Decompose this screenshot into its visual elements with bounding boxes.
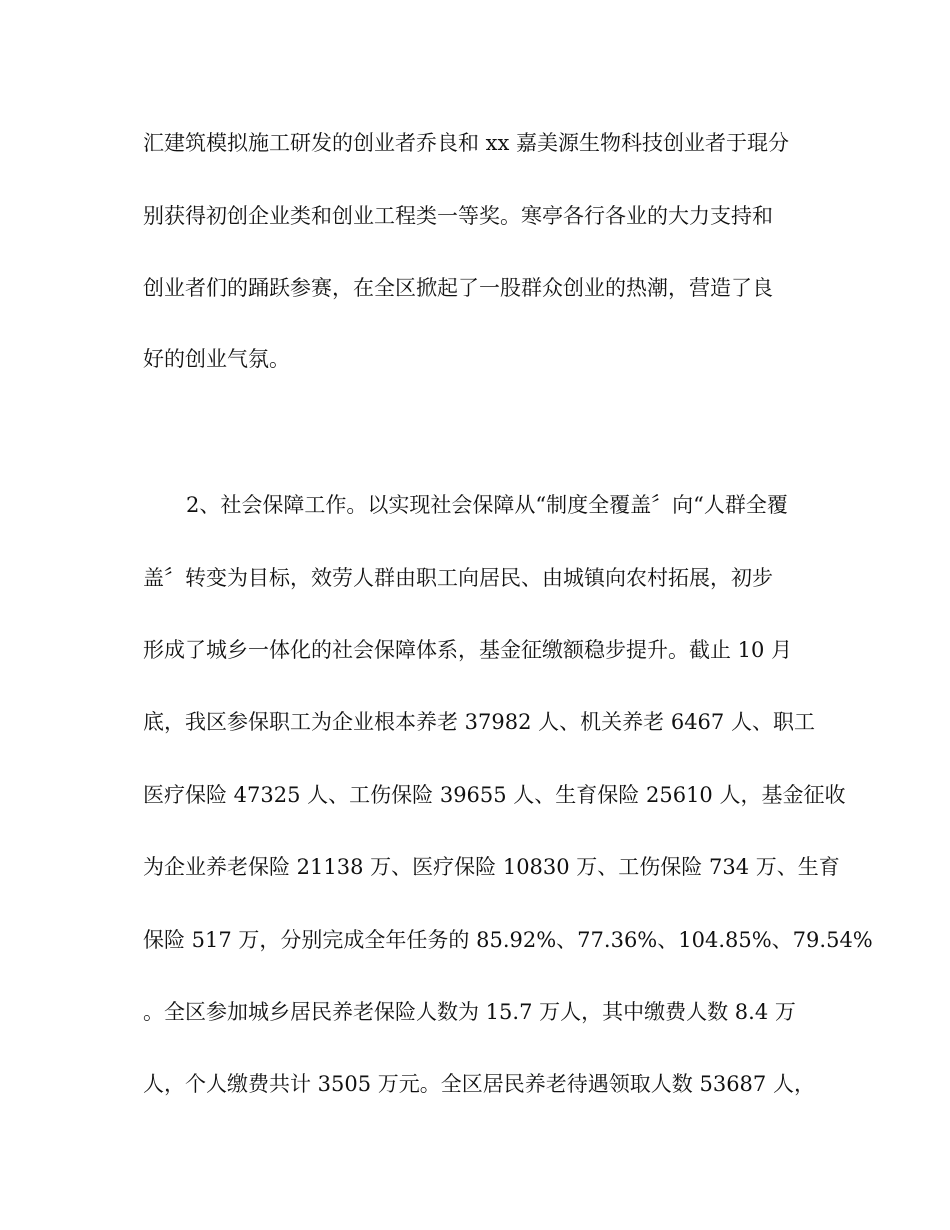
text-line: 。全区参加城乡居民养老保险人数为 15.7 万人，其中缴费人数 8.4 万 [143, 1000, 796, 1024]
text-line: 汇建筑模拟施工研发的创业者乔良和 xx 嘉美源生物科技创业者于琨分 [143, 131, 790, 155]
text-line: 别获得初创企业类和创业工程类一等奖。寒亭各行各业的大力支持和 [143, 204, 773, 228]
text-line: 盖〞转变为目标，效劳人群由职工向居民、由城镇向农村拓展，初步 [143, 566, 773, 590]
text-line: 创业者们的踊跃参赛，在全区掀起了一股群众创业的热潮，营造了良 [143, 276, 773, 300]
text-line: 好的创业气氛。 [143, 347, 290, 371]
text-line: 底，我区参保职工为企业根本养老 37982 人、机关养老 6467 人、职工 [143, 710, 815, 734]
text-line: 形成了城乡一体化的社会保障体系，基金征缴额稳步提升。截止 10 月 [143, 638, 793, 662]
text-line: 医疗保险 47325 人、工伤保险 39655 人、生育保险 25610 人，基金征收 [143, 783, 846, 807]
text-line: 保险 517 万，分别完成全年任务的 85.92%、77.36%、104.85%、79.54% [143, 928, 873, 952]
text-line: 为企业养老保险 21138 万、医疗保险 10830 万、工伤保险 734 万、生育 [143, 855, 840, 879]
text-line: 2、社会保障工作。以实现社会保障从“制度全覆盖〞向“人群全覆 [186, 493, 788, 517]
text-line: 人，个人缴费共计 3505 万元。全区居民养老待遇领取人数 53687 人， [143, 1072, 815, 1096]
